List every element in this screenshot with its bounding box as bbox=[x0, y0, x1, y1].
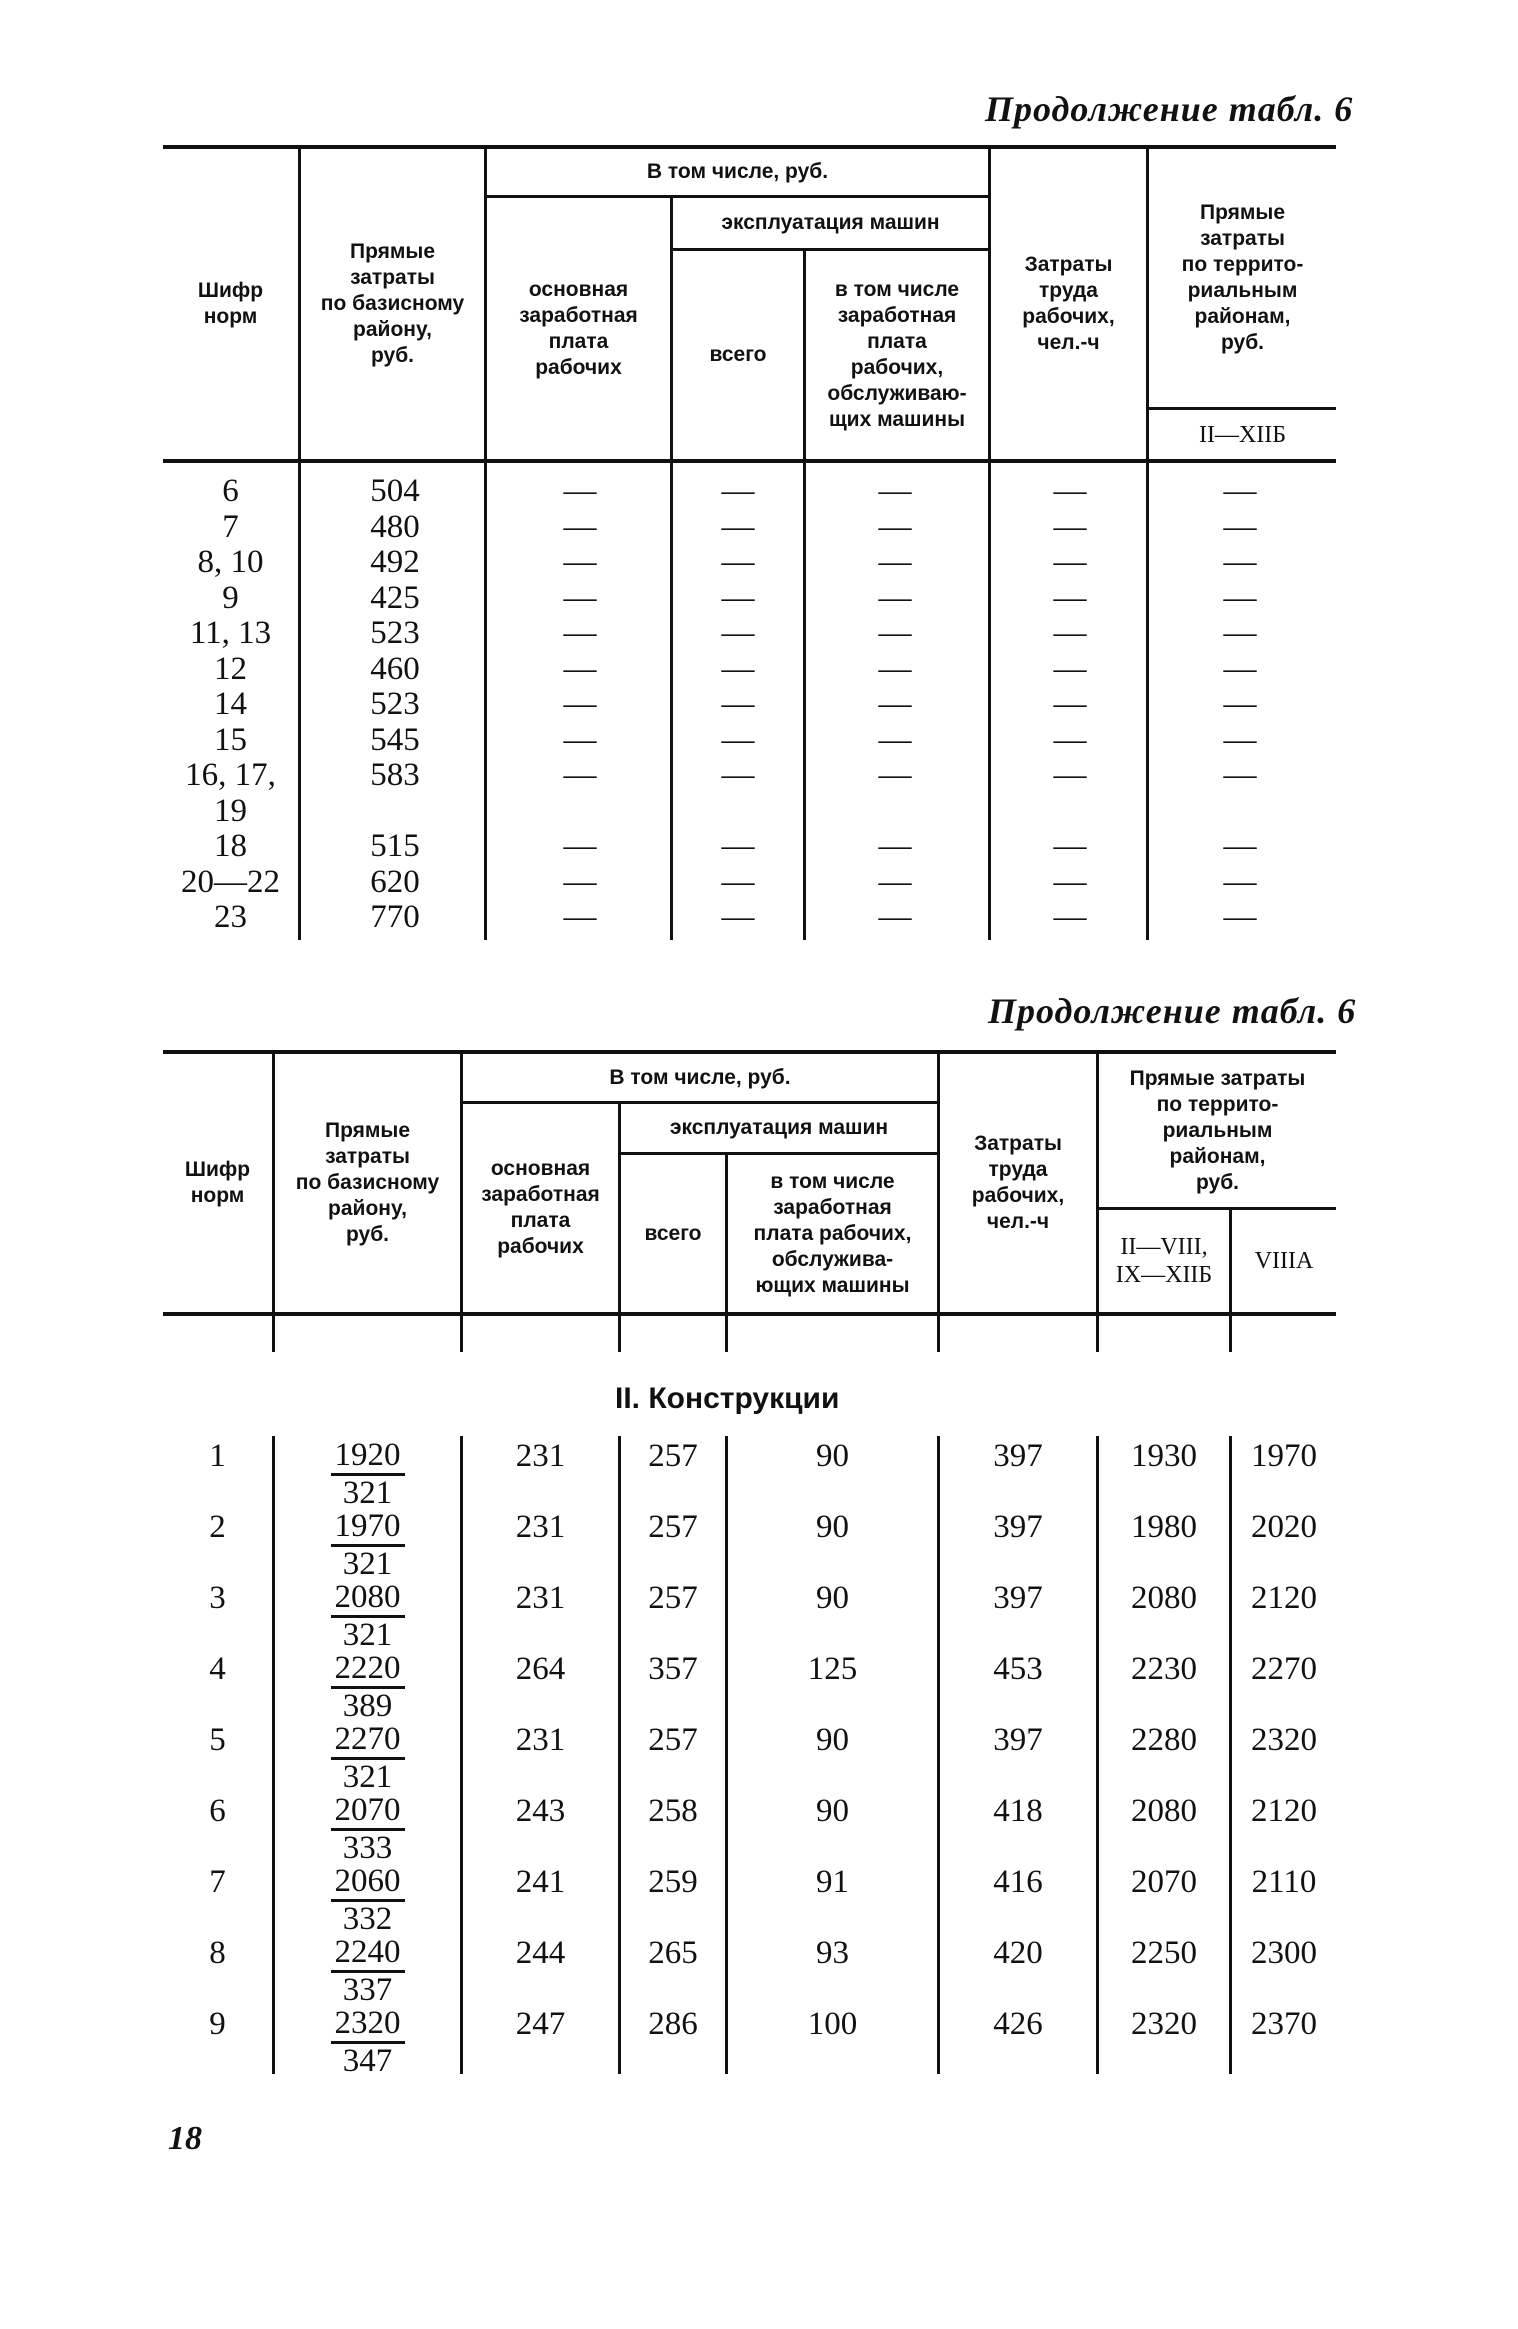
table1-value-column bbox=[330, 474, 460, 936]
machine-wage-value: 125 bbox=[807, 1651, 858, 1687]
table2-header-terr-col-a: II—VIII, IX—XIIБ bbox=[1115, 1234, 1213, 1288]
terr-cost-b-value: 2270 bbox=[1251, 1651, 1317, 1687]
empty-dash: — bbox=[1223, 579, 1257, 616]
empty-dash: — bbox=[721, 721, 755, 758]
direct-cost-value: 620 bbox=[370, 863, 420, 900]
empty-dash: — bbox=[878, 615, 912, 651]
empty-dash: — bbox=[1223, 863, 1257, 900]
empty-dash: — bbox=[1223, 544, 1257, 580]
norm-code: 9 bbox=[209, 2006, 226, 2042]
direct-cost-value: 480 bbox=[370, 508, 420, 545]
table1-header-incl: В том числе, руб. bbox=[646, 160, 829, 183]
empty-dash: — bbox=[1223, 615, 1257, 651]
machine-total-value: 286 bbox=[648, 2006, 698, 2042]
empty-dash: — bbox=[878, 473, 912, 509]
empty-dash: — bbox=[721, 863, 755, 900]
empty-dash: — bbox=[878, 863, 912, 900]
machine-wage-value: 90 bbox=[816, 1509, 849, 1545]
table2-header-machine: эксплуатация машин bbox=[669, 1116, 889, 1139]
machine-total-value: 257 bbox=[648, 1722, 698, 1758]
machine-wage-value: 93 bbox=[816, 1935, 849, 1971]
direct-cost-value: 2240 bbox=[331, 1935, 405, 1973]
direct-cost-value: 2080 bbox=[331, 1580, 405, 1618]
machine-wage-value: 90 bbox=[816, 1722, 849, 1758]
table-row bbox=[0, 1722, 1518, 1793]
terr-cost-b-value: 1970 bbox=[1251, 1438, 1317, 1474]
table2-header-wage: основная заработная плата рабочих bbox=[481, 1157, 600, 1258]
wage-value: 231 bbox=[515, 1509, 566, 1545]
empty-dash: — bbox=[1223, 650, 1257, 687]
empty-dash: — bbox=[1053, 473, 1087, 509]
empty-dash: — bbox=[878, 544, 912, 580]
norm-code: 4 bbox=[209, 1651, 226, 1687]
table1-total-column bbox=[688, 474, 788, 936]
empty-dash: — bbox=[563, 899, 597, 935]
machine-total-value: 259 bbox=[648, 1864, 698, 1900]
direct-cost-fraction bbox=[275, 1651, 460, 1724]
direct-cost-value: 545 bbox=[370, 721, 420, 758]
labor-value: 426 bbox=[993, 2006, 1043, 2042]
table-row bbox=[0, 1509, 1518, 1580]
empty-dash: — bbox=[1223, 828, 1257, 864]
empty-dash: — bbox=[878, 579, 912, 616]
table1-caption: Продолжение табл. 6 bbox=[985, 89, 1354, 129]
empty-dash bbox=[845, 794, 945, 830]
wage-value: 231 bbox=[515, 1438, 566, 1474]
empty-dash: — bbox=[1053, 757, 1087, 793]
table1-incl-wage-column bbox=[845, 474, 945, 936]
direct-cost-subvalue: 321 bbox=[342, 1546, 393, 1582]
terr-cost-a-value: 2250 bbox=[1131, 1935, 1197, 1971]
terr-cost-a-value: 2070 bbox=[1131, 1864, 1197, 1900]
empty-dash: — bbox=[1053, 579, 1087, 616]
direct-cost-value: 492 bbox=[370, 544, 420, 580]
table1-header-labor: Затраты труда рабочих, чел.-ч bbox=[1022, 253, 1115, 354]
empty-dash: — bbox=[1223, 686, 1257, 722]
table-row bbox=[0, 1793, 1518, 1864]
machine-wage-value: 100 bbox=[807, 2006, 858, 2042]
terr-cost-a-value: 2080 bbox=[1131, 1793, 1197, 1829]
direct-cost-fraction bbox=[275, 1793, 460, 1866]
empty-dash: — bbox=[878, 757, 912, 793]
empty-dash: — bbox=[721, 650, 755, 687]
table2-header-incl-wage: в том числе заработная плата рабочих, обслужива- ющих машины bbox=[753, 1169, 912, 1297]
machine-wage-value: 90 bbox=[816, 1793, 849, 1829]
direct-cost-value bbox=[330, 794, 460, 830]
empty-dash: — bbox=[721, 544, 755, 580]
direct-cost-fraction bbox=[275, 1864, 460, 1937]
terr-cost-a-value: 1930 bbox=[1131, 1438, 1197, 1474]
norm-code: 6 bbox=[222, 473, 239, 509]
machine-total-value: 257 bbox=[648, 1580, 698, 1616]
machine-total-value: 357 bbox=[648, 1651, 698, 1687]
table2-header-rule bbox=[163, 1312, 1336, 1316]
empty-dash: — bbox=[1223, 508, 1257, 545]
empty-dash: — bbox=[563, 615, 597, 651]
machine-total-value: 258 bbox=[648, 1793, 698, 1829]
empty-dash bbox=[688, 794, 788, 830]
table1-code-column bbox=[163, 474, 298, 936]
empty-dash: — bbox=[1223, 899, 1257, 935]
direct-cost-subvalue: 389 bbox=[342, 1688, 393, 1724]
norm-code: 20—22 bbox=[181, 863, 280, 900]
direct-cost-fraction bbox=[275, 2006, 460, 2079]
table1-header-code: Шифр норм bbox=[197, 279, 264, 328]
direct-cost-value: 504 bbox=[370, 473, 420, 509]
norm-code: 23 bbox=[214, 899, 247, 935]
empty-dash: — bbox=[878, 721, 912, 758]
table-row bbox=[0, 1438, 1518, 1509]
direct-cost-value: 2270 bbox=[331, 1722, 405, 1760]
empty-dash: — bbox=[1223, 473, 1257, 509]
table2-header-incl: В том числе, руб. bbox=[609, 1065, 791, 1089]
empty-dash bbox=[530, 794, 630, 830]
empty-dash: — bbox=[563, 508, 597, 545]
direct-cost-value: 460 bbox=[370, 650, 420, 687]
wage-value: 247 bbox=[515, 2006, 566, 2042]
direct-cost-subvalue: 321 bbox=[342, 1617, 393, 1653]
empty-dash: — bbox=[878, 899, 912, 935]
direct-cost-value: 2320 bbox=[331, 2006, 405, 2044]
direct-cost-value: 2060 bbox=[331, 1864, 405, 1902]
direct-cost-subvalue: 333 bbox=[342, 1830, 393, 1866]
empty-dash: — bbox=[563, 544, 597, 580]
labor-value: 397 bbox=[993, 1722, 1043, 1758]
terr-cost-a-value: 2280 bbox=[1131, 1722, 1197, 1758]
empty-dash bbox=[1190, 794, 1290, 830]
empty-dash: — bbox=[1053, 615, 1087, 651]
terr-cost-b-value: 2110 bbox=[1251, 1864, 1317, 1900]
wage-value: 231 bbox=[515, 1722, 566, 1758]
norm-code: 9 bbox=[222, 579, 239, 616]
table1-header-wage: основная заработная плата рабочих bbox=[519, 277, 638, 379]
empty-dash: — bbox=[1053, 828, 1087, 864]
labor-value: 418 bbox=[993, 1793, 1043, 1829]
table1-header-machine: эксплуатация машин bbox=[721, 211, 940, 234]
norm-code: 5 bbox=[209, 1722, 226, 1758]
labor-value: 453 bbox=[993, 1651, 1043, 1687]
terr-cost-b-value: 2120 bbox=[1251, 1580, 1317, 1616]
empty-dash: — bbox=[1053, 686, 1087, 722]
direct-cost-value: 770 bbox=[370, 899, 420, 935]
norm-code: 7 bbox=[209, 1864, 226, 1900]
empty-dash: — bbox=[721, 686, 755, 722]
machine-wage-value: 91 bbox=[816, 1864, 849, 1900]
wage-value: 241 bbox=[515, 1864, 566, 1900]
empty-dash: — bbox=[878, 508, 912, 545]
table1-header-terr-col: II—XIIБ bbox=[1198, 421, 1287, 448]
table1-header-direct-terr: Прямые затраты по террито- риальным районам, руб. bbox=[1181, 201, 1304, 354]
terr-cost-b-value: 2120 bbox=[1251, 1793, 1317, 1829]
empty-dash: — bbox=[563, 721, 597, 758]
terr-cost-a-value: 2230 bbox=[1131, 1651, 1197, 1687]
empty-dash: — bbox=[563, 650, 597, 687]
table1-terr-column bbox=[1190, 474, 1290, 936]
terr-cost-b-value: 2300 bbox=[1251, 1935, 1317, 1971]
wage-value: 244 bbox=[515, 1935, 566, 1971]
empty-dash: — bbox=[563, 828, 597, 864]
empty-dash: — bbox=[721, 579, 755, 616]
machine-wage-value: 90 bbox=[816, 1438, 849, 1474]
table1-header-rule bbox=[163, 459, 1336, 463]
table-row bbox=[0, 1580, 1518, 1651]
norm-code: 18 bbox=[214, 828, 247, 864]
empty-dash: — bbox=[1053, 508, 1087, 545]
direct-cost-subvalue: 337 bbox=[342, 1972, 393, 2008]
empty-dash: — bbox=[878, 828, 912, 864]
norm-code: 15 bbox=[214, 721, 247, 758]
labor-value: 397 bbox=[993, 1509, 1043, 1545]
direct-cost-fraction bbox=[275, 1438, 460, 1511]
empty-dash: — bbox=[563, 757, 597, 793]
direct-cost-fraction bbox=[275, 1580, 460, 1653]
table2-header-labor: Затраты труда рабочих, чел.-ч bbox=[971, 1132, 1065, 1233]
empty-dash: — bbox=[563, 863, 597, 900]
table1-labor-column bbox=[1020, 474, 1120, 936]
direct-cost-fraction bbox=[275, 1935, 460, 2008]
table1-wage-column bbox=[530, 474, 630, 936]
terr-cost-a-value: 1980 bbox=[1131, 1509, 1197, 1545]
terr-cost-b-value: 2320 bbox=[1251, 1722, 1317, 1758]
norm-code: 3 bbox=[209, 1580, 226, 1616]
table-row bbox=[0, 1651, 1518, 1722]
table2-header-direct-base: Прямые затраты по базисному району, руб. bbox=[295, 1119, 440, 1246]
empty-dash: — bbox=[1053, 544, 1087, 580]
terr-cost-b-value: 2370 bbox=[1251, 2006, 1317, 2042]
empty-dash: — bbox=[1053, 863, 1087, 900]
norm-code: 1 bbox=[209, 1438, 226, 1474]
empty-dash: — bbox=[1053, 899, 1087, 935]
table-row bbox=[0, 1935, 1518, 2006]
machine-total-value: 257 bbox=[648, 1509, 698, 1545]
norm-code: 16, 17, bbox=[185, 757, 276, 793]
norm-code: 11, 13 bbox=[189, 615, 272, 651]
empty-dash: — bbox=[563, 686, 597, 722]
table2-header-total: всего bbox=[644, 1221, 702, 1245]
terr-cost-a-value: 2320 bbox=[1131, 2006, 1197, 2042]
empty-dash: — bbox=[721, 899, 755, 935]
empty-dash: — bbox=[721, 828, 755, 864]
terr-cost-a-value: 2080 bbox=[1131, 1580, 1197, 1616]
table1-header-direct-base: Прямые затраты по базисному району, руб. bbox=[320, 240, 465, 367]
labor-value: 416 bbox=[993, 1864, 1043, 1900]
direct-cost-value: 523 bbox=[370, 686, 420, 722]
direct-cost-value: 2070 bbox=[331, 1793, 405, 1831]
empty-dash: — bbox=[1223, 757, 1257, 793]
direct-cost-value: 583 bbox=[370, 757, 420, 793]
table-row bbox=[0, 2006, 1518, 2077]
empty-dash: — bbox=[1053, 650, 1087, 687]
wage-value: 231 bbox=[515, 1580, 566, 1616]
direct-cost-subvalue: 321 bbox=[342, 1475, 393, 1511]
direct-cost-subvalue: 347 bbox=[342, 2043, 393, 2079]
direct-cost-value: 515 bbox=[370, 828, 420, 864]
norm-code: 14 bbox=[214, 686, 247, 722]
table2-header-direct-terr: Прямые затраты по террито- риальным районам, руб. bbox=[1129, 1066, 1306, 1194]
empty-dash: — bbox=[563, 473, 597, 509]
wage-value: 264 bbox=[515, 1651, 566, 1687]
direct-cost-value: 2220 bbox=[331, 1651, 405, 1689]
table2-caption: Продолжение табл. 6 bbox=[988, 991, 1357, 1031]
table1-header-incl-wage: в том числе заработная плата рабочих, обслуживаю- щих машины bbox=[827, 278, 967, 431]
norm-code: 6 bbox=[209, 1793, 226, 1829]
direct-cost-subvalue: 332 bbox=[342, 1901, 393, 1937]
empty-dash: — bbox=[1223, 721, 1257, 758]
machine-total-value: 257 bbox=[648, 1438, 698, 1474]
empty-dash: — bbox=[878, 650, 912, 687]
direct-cost-value: 523 bbox=[370, 615, 420, 651]
norm-code: 7 bbox=[222, 508, 239, 545]
table2-header-code: Шифр норм bbox=[184, 1158, 251, 1207]
labor-value: 420 bbox=[993, 1935, 1043, 1971]
machine-wage-value: 90 bbox=[816, 1580, 849, 1616]
direct-cost-value: 1920 bbox=[331, 1438, 405, 1476]
empty-dash: — bbox=[721, 615, 755, 651]
direct-cost-value: 1970 bbox=[331, 1509, 405, 1547]
empty-dash: — bbox=[721, 473, 755, 509]
empty-dash bbox=[1020, 794, 1120, 830]
empty-dash: — bbox=[878, 686, 912, 722]
norm-code: 8 bbox=[209, 1935, 226, 1971]
direct-cost-fraction bbox=[275, 1722, 460, 1795]
labor-value: 397 bbox=[993, 1438, 1043, 1474]
norm-code: 2 bbox=[209, 1509, 226, 1545]
norm-code: 19 bbox=[214, 792, 247, 829]
table-row bbox=[0, 1864, 1518, 1935]
direct-cost-subvalue: 321 bbox=[342, 1759, 393, 1795]
norm-code: 12 bbox=[214, 650, 247, 687]
wage-value: 243 bbox=[515, 1793, 566, 1829]
empty-dash: — bbox=[1053, 721, 1087, 758]
empty-dash: — bbox=[721, 508, 755, 545]
terr-cost-b-value: 2020 bbox=[1251, 1509, 1317, 1545]
direct-cost-value: 425 bbox=[370, 579, 420, 616]
empty-dash: — bbox=[721, 757, 755, 793]
table2-header-terr-col-b: VIIIA bbox=[1254, 1248, 1314, 1274]
norm-code: 8, 10 bbox=[197, 544, 264, 580]
direct-cost-fraction bbox=[275, 1509, 460, 1582]
empty-dash: — bbox=[563, 579, 597, 616]
labor-value: 397 bbox=[993, 1580, 1043, 1616]
section-title: II. Конструкции bbox=[615, 1382, 840, 1415]
table1-header-total: всего bbox=[709, 343, 767, 366]
machine-total-value: 265 bbox=[648, 1935, 698, 1971]
page-number: 18 bbox=[168, 2120, 202, 2157]
